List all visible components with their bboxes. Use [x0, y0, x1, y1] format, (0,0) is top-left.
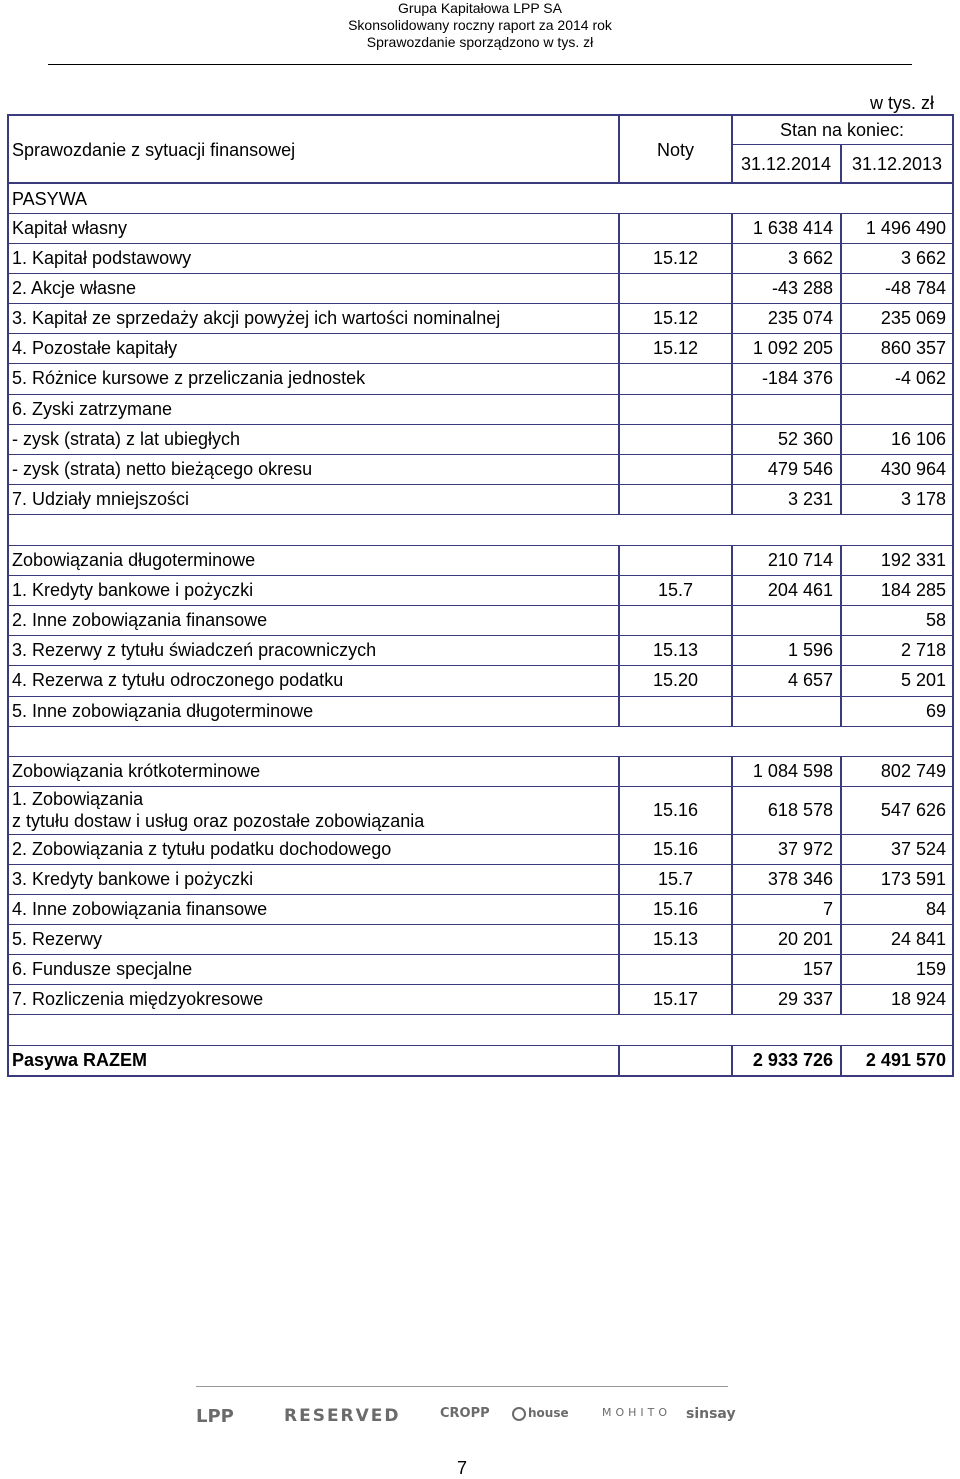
logo-mohito: MOHITO [602, 1406, 672, 1419]
table-grid-line [618, 114, 620, 184]
table-grid-line [7, 924, 953, 925]
table-grid-line [840, 213, 842, 515]
row-value-2014: 3 662 [787, 248, 833, 268]
table-grid-line [618, 213, 620, 515]
table-grid-line [7, 756, 953, 757]
table-grid-line [731, 545, 733, 727]
row-value-2013: 547 626 [880, 800, 946, 820]
row-label: Kapitał własny [12, 218, 128, 238]
row-value-2014: -184 376 [761, 368, 833, 388]
table-grid-line [7, 273, 953, 274]
table-grid-line [7, 182, 953, 184]
row-value-2013: 192 331 [880, 550, 946, 570]
table-grid-line [731, 1045, 733, 1076]
table-grid-line [7, 363, 953, 364]
row-value-2014: 1 638 414 [752, 218, 833, 238]
row-label: 3. Rezerwy z tytułu świadczeń pracowniczych [12, 640, 377, 660]
row-label: 2. Inne zobowiązania finansowe [12, 610, 268, 630]
row-value-2013: 1 496 490 [865, 218, 946, 238]
logo-reserved: RESERVED [284, 1406, 401, 1426]
row-label: 4. Pozostałe kapitały [12, 338, 178, 358]
table-grid-line [7, 635, 953, 636]
row-label: - zysk (strata) netto bieżącego okresu [12, 459, 313, 479]
row-value-2013: 37 524 [890, 839, 946, 859]
row-label: 6. Fundusze specjalne [12, 959, 193, 979]
row-value-2014: 29 337 [777, 989, 833, 1009]
row-value-2013: 18 924 [890, 989, 946, 1009]
row-value-2013: 3 178 [900, 489, 946, 509]
row-note: 15.7 [657, 869, 694, 889]
row-value-2013: 802 749 [880, 761, 946, 781]
section-title: PASYWA [12, 189, 88, 209]
table-grid-line [7, 394, 953, 395]
row-value-2013: 84 [925, 899, 946, 919]
row-value-2013: 860 357 [880, 338, 946, 358]
table-grid-line [7, 114, 9, 1077]
row-value-2014: 479 546 [767, 459, 833, 479]
row-label: 2. Akcje własne [12, 278, 137, 298]
table-grid-line [731, 114, 733, 184]
row-value-2014: 3 231 [787, 489, 833, 509]
table-grid-line [7, 605, 953, 606]
house-mark-icon [512, 1407, 526, 1421]
table-grid-line [840, 756, 842, 1015]
row-label: 4. Inne zobowiązania finansowe [12, 899, 268, 919]
row-value-2014: 37 972 [777, 839, 833, 859]
table-grid-line [7, 696, 953, 697]
table-grid-line [7, 333, 953, 334]
row-label: Zobowiązania długoterminowe [12, 550, 256, 570]
table-grid-line [7, 213, 953, 214]
table-grid-line [7, 984, 953, 985]
table-grid-line [7, 243, 953, 244]
logo-sinsay: sinsay [686, 1406, 736, 1422]
table-grid-line [618, 545, 620, 727]
table-grid-line [7, 114, 953, 116]
table-grid-line [7, 894, 953, 895]
row-note: 15.13 [652, 640, 699, 660]
row-value-2013: 58 [925, 610, 946, 630]
notes-header: Noty [656, 140, 694, 160]
table-grid-line [7, 484, 953, 485]
table-grid-line [7, 454, 953, 455]
header-rule [48, 64, 912, 65]
row-label: 1. Kapitał podstawowy [12, 248, 192, 268]
row-label: 5. Inne zobowiązania długoterminowe [12, 701, 314, 721]
row-value-2013: -4 062 [894, 368, 946, 388]
row-note: 15.16 [652, 899, 699, 919]
row-note: 15.12 [652, 308, 699, 328]
row-label: Zobowiązania krótkoterminowe [12, 761, 261, 781]
row-label: 7. Udziały mniejszości [12, 489, 190, 509]
row-label: 6. Zyski zatrzymane [12, 399, 173, 419]
table-grid-line [7, 575, 953, 576]
logo-house [512, 1406, 569, 1421]
table-grid-line [7, 1075, 953, 1077]
column-2013: 31.12.2013 [851, 154, 943, 174]
row-value-2014: 235 074 [767, 308, 833, 328]
table-grid-line [618, 756, 620, 1015]
report-title: Skonsolidowany roczny raport za 2014 rok [348, 17, 612, 33]
row-value-2013: 430 964 [880, 459, 946, 479]
row-value-2013: 16 106 [890, 429, 946, 449]
table-grid-line [7, 954, 953, 955]
row-value-2013: 159 [915, 959, 946, 979]
row-note: 15.20 [652, 670, 699, 690]
row-note: 15.17 [652, 989, 699, 1009]
currency-unit: w tys. zł [870, 93, 935, 113]
row-value-2014: 20 201 [777, 929, 833, 949]
table-grid-line [7, 726, 953, 727]
table-title: Sprawozdanie z sytuacji finansowej [12, 140, 296, 160]
footer-rule [196, 1386, 728, 1387]
row-value-2013: 184 285 [880, 580, 946, 600]
row-label: 4. Rezerwa z tytułu odroczonego podatku [12, 670, 344, 690]
row-value-2013: -48 784 [884, 278, 946, 298]
unit-note: Sprawozdanie sporządzono w tys. zł [366, 34, 594, 50]
row-label: 3. Kredyty bankowe i pożyczki [12, 869, 254, 889]
row-value-2013: 235 069 [880, 308, 946, 328]
row-value-2014: 210 714 [767, 550, 833, 570]
table-grid-line [840, 144, 842, 184]
row-value-2014: 618 578 [767, 800, 833, 820]
table-grid-line [7, 786, 953, 787]
row-value-2013: 2 491 570 [865, 1050, 946, 1070]
row-label-continued: z tytułu dostaw i usług oraz pozostałe zobowiązania [12, 811, 425, 831]
logo-lpp: LPP [196, 1406, 234, 1427]
row-label: Pasywa RAZEM [12, 1050, 148, 1070]
table-grid-line [7, 1014, 953, 1015]
table-grid-line [731, 756, 733, 1015]
table-grid-line [840, 545, 842, 727]
row-value-2013: 2 718 [900, 640, 946, 660]
row-label: 2. Zobowiązania z tytułu podatku dochodowego [12, 839, 392, 859]
row-label: 7. Rozliczenia międzyokresowe [12, 989, 264, 1009]
brand-logos [196, 1406, 736, 1430]
row-label: - zysk (strata) z lat ubiegłych [12, 429, 241, 449]
logo-house-text: house [528, 1406, 569, 1420]
period-header: Stan na koniec: [779, 120, 905, 140]
table-grid-line [7, 834, 953, 835]
row-value-2014: 2 933 726 [752, 1050, 833, 1070]
logo-cropp: CROPP [440, 1406, 490, 1421]
row-value-2014: 52 360 [777, 429, 833, 449]
table-grid-line [7, 665, 953, 666]
row-label: 1. Zobowiązania [12, 789, 144, 809]
row-value-2014: 378 346 [767, 869, 833, 889]
row-label: 1. Kredyty bankowe i pożyczki [12, 580, 254, 600]
row-note: 15.7 [657, 580, 694, 600]
table-grid-line [7, 303, 953, 304]
row-label: 5. Rezerwy [12, 929, 103, 949]
row-value-2013: 5 201 [900, 670, 946, 690]
table-grid-line [952, 114, 954, 1077]
row-note: 15.13 [652, 929, 699, 949]
row-value-2014: 157 [802, 959, 833, 979]
table-grid-line [7, 514, 953, 515]
table-grid-line [7, 864, 953, 865]
row-value-2014: 1 092 205 [752, 338, 833, 358]
table-grid-line [7, 1045, 953, 1046]
row-value-2013: 3 662 [900, 248, 946, 268]
row-label: 5. Różnice kursowe z przeliczania jednostek [12, 368, 366, 388]
company-name: Grupa Kapitałowa LPP SA [398, 0, 562, 16]
row-note: 15.12 [652, 248, 699, 268]
table-grid-line [7, 545, 953, 546]
row-label: 3. Kapitał ze sprzedaży akcji powyżej ich wartości nominalnej [12, 308, 501, 328]
row-value-2014: 4 657 [787, 670, 833, 690]
row-value-2014: 204 461 [767, 580, 833, 600]
row-value-2014: 7 [822, 899, 833, 919]
row-value-2014: 1 596 [787, 640, 833, 660]
row-value-2013: 173 591 [880, 869, 946, 889]
table-grid-line [7, 424, 953, 425]
row-value-2013: 69 [925, 701, 946, 721]
row-note: 15.16 [652, 839, 699, 859]
table-grid-line [732, 144, 953, 145]
column-2014: 31.12.2014 [740, 154, 832, 174]
table-grid-line [618, 1045, 620, 1076]
row-note: 15.16 [652, 800, 699, 820]
row-note: 15.12 [652, 338, 699, 358]
table-grid-line [731, 213, 733, 515]
row-value-2014: 1 084 598 [752, 761, 833, 781]
page-number: 7 [456, 1458, 467, 1478]
row-value-2013: 24 841 [890, 929, 946, 949]
table-grid-line [840, 1045, 842, 1076]
row-value-2014: -43 288 [771, 278, 833, 298]
